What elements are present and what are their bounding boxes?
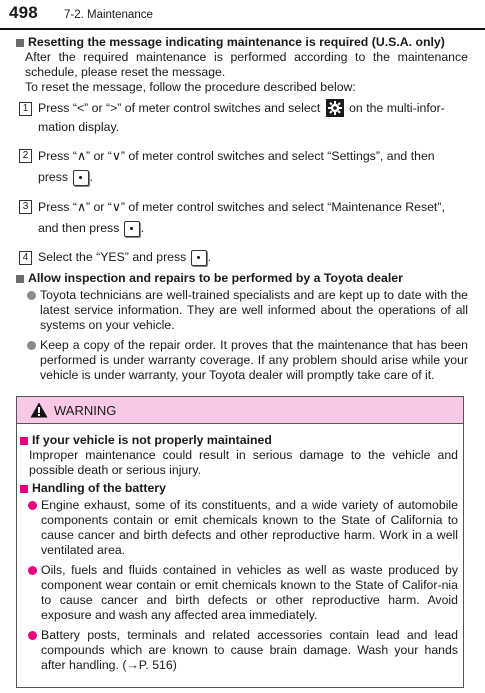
round-bullet-icon	[28, 631, 37, 640]
step-number: 1	[19, 102, 32, 116]
section-heading-reset: Resetting the message indicating maintenance is required (U.S.A. only)	[16, 35, 468, 50]
gear-icon	[326, 99, 344, 117]
warning-triangle-icon	[30, 402, 48, 418]
square-bullet-icon	[20, 437, 28, 445]
list-item: Keep a copy of the repair order. It proves that the maintenance that has been performed is under warranty coverage. If any problem should arise while your vehicle is under warranty, your Toyota dealer will promptly take care of it.	[16, 338, 468, 383]
warning-maintenance-text: Improper maintenance could result in serious damage to the vehicle and possible death or serious injury.	[29, 448, 458, 477]
warning-label: WARNING	[54, 402, 117, 418]
square-bullet-icon	[16, 275, 24, 283]
round-bullet-icon	[27, 291, 36, 300]
step-2: 2 Press “∧” or “∨” of meter control switches and select “Settings”, and then press .	[16, 148, 468, 188]
step-1: 1 Press “<” or “>” of meter control switches and select on the multi-infor-mation display.	[16, 101, 468, 137]
round-bullet-icon	[27, 341, 36, 350]
warning-box	[16, 396, 464, 688]
page-number: 498	[9, 3, 38, 22]
square-bullet-icon	[20, 485, 28, 493]
main-content	[16, 35, 468, 383]
list-item: Toyota technicians are well-trained specialists and are kept up to date with the latest service information. They are well informed about the operations of all systems on your vehicle.	[16, 288, 468, 333]
header-rule	[0, 28, 485, 30]
step-number: 2	[19, 149, 32, 163]
step-3: 3 Press “∧” or “∨” of meter control switches and select “Maintenance Reset”, and then press .	[16, 199, 468, 239]
enter-button-icon	[73, 170, 89, 186]
reset-instruction: To reset the message, follow the procedure described below:	[25, 80, 356, 94]
warning-subheading-maintenance: If your vehicle is not properly maintained	[20, 433, 458, 448]
square-bullet-icon	[16, 39, 24, 47]
warning-header	[17, 397, 463, 424]
warning-subheading-battery: Handling of the battery	[20, 481, 458, 496]
section-heading-inspection: Allow inspection and repairs to be performed by a Toyota dealer	[16, 271, 468, 286]
round-bullet-icon	[28, 501, 37, 510]
step-number: 3	[19, 200, 32, 214]
enter-button-icon	[191, 250, 207, 266]
warning-body	[17, 424, 463, 673]
list-item: Battery posts, terminals and related accessories contain lead and lead compounds which are known to cause brain damage. Wash your hands after handling. (→P. 516)	[20, 628, 458, 673]
step-number: 4	[19, 251, 32, 265]
chapter-title: 7-2. Maintenance	[64, 9, 153, 21]
step-4: 4 Select the “YES” and press .	[16, 250, 468, 267]
enter-button-icon	[124, 221, 140, 237]
page-header	[0, 0, 485, 30]
list-item: Oils, fuels and fluids contained in vehicles as well as waste produced by component wear contain or emit chemicals known to the State of Califor-nia to cause cancer and birth defects or other reproductive harm. Avoid exposure and wash any affected area immediately.	[20, 563, 458, 623]
list-item: Engine exhaust, some of its constituents, and a wide variety of automobile components contain or emit chemicals known to the State of California to cause cancer and birth defects and other reproductive harm. Work in a well ventilated area.	[20, 498, 458, 558]
round-bullet-icon	[28, 566, 37, 575]
reset-intro: After the required maintenance is performed according to the maintenance schedule, please reset the message.	[25, 50, 468, 79]
